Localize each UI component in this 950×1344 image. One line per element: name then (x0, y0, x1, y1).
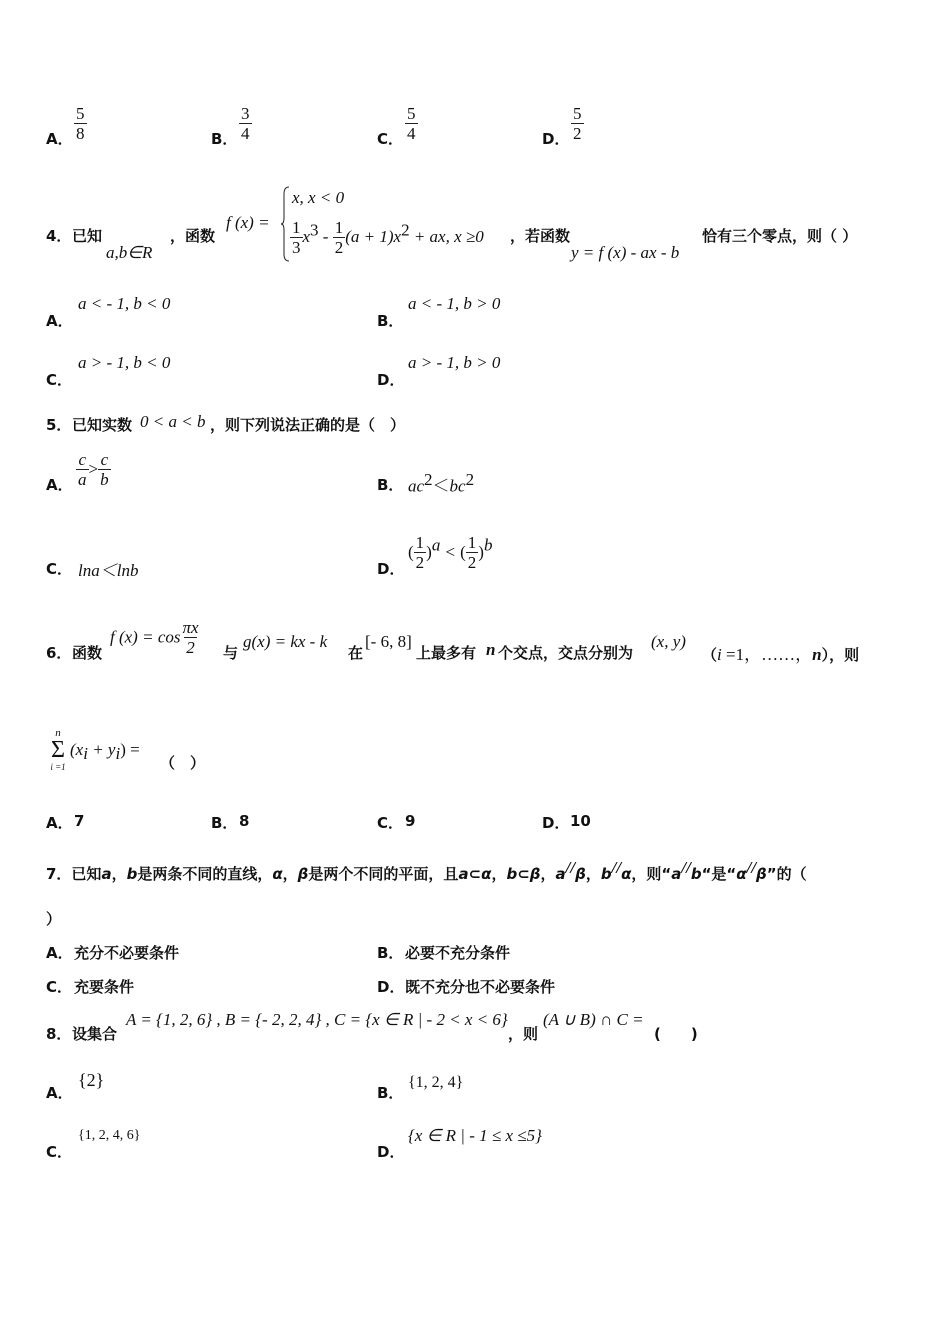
function-g: g(x) = kx - k (243, 632, 328, 651)
answer-paren: ( ) (654, 1025, 698, 1043)
question-text: 已知实数 (72, 416, 133, 434)
fraction: $\frac{5}{4}$ (407, 104, 416, 143)
option-label: D． (377, 978, 405, 996)
variable-n: n (486, 640, 496, 659)
option-a-expr: $\frac{c}{a}$ > $\frac{c}{b}$ (78, 450, 109, 489)
point: (x, y) (651, 632, 686, 651)
option-label: A． (46, 1084, 73, 1102)
interval: [- 6, 8] (365, 632, 412, 651)
option-label: C． (377, 814, 404, 832)
option-label: D． (377, 1143, 405, 1161)
option-label: B． (377, 312, 404, 330)
question-text: ，若函数 (510, 227, 571, 245)
option-label: C． (46, 371, 73, 389)
question-text: ） (46, 910, 62, 928)
fraction: $\frac{5}{8}$ (76, 104, 85, 143)
option-text: 9 (405, 812, 416, 830)
question-number: 6． (46, 644, 72, 662)
function-f: f (x) = cos $\frac{\pi x}{2}$ (110, 618, 199, 657)
option-text: {1, 2, 4} (408, 1074, 464, 1091)
option-label: D． (542, 130, 570, 148)
option-label: A． (46, 130, 73, 148)
question-number: 4． (46, 227, 72, 245)
brace-icon (280, 186, 290, 262)
question-text: 已知 (72, 227, 103, 245)
option-label: B． (377, 476, 404, 494)
question-text: 恰有三个零点，则（ ） (702, 227, 858, 245)
option-b-expr: $ac^2<bc^2$ (408, 470, 475, 496)
option-text: 必要不充分条件 (405, 944, 511, 962)
question-number: 5． (46, 416, 72, 434)
option-label: A． (46, 476, 73, 494)
option-label: B． (377, 944, 404, 962)
question-text: 7．已知a，b是两条不同的直线，α，β是两个不同的平面，且a⊂α，b⊂β，a//β，b//α，则“a//b“是“α//β”的（ (46, 858, 807, 883)
option-text: 充要条件 (74, 978, 135, 996)
index-range: （i =1，……，n），则 (702, 645, 860, 664)
function-label: f (x) = (226, 213, 270, 232)
option-label: A． (46, 312, 73, 330)
sets: A = {1, 2, 6} , B = {- 2, 2, 4} , C = {x ∈ R | - 2 < x < 6} (126, 1010, 508, 1029)
option-label: D． (377, 371, 405, 389)
question-text: 函数 (72, 644, 103, 662)
question-text: ，则 (508, 1025, 539, 1043)
fraction: $\frac{3}{4}$ (241, 104, 250, 143)
option-text: a < - 1, b < 0 (78, 294, 171, 313)
question-text: 设集合 (72, 1025, 118, 1043)
option-text: 既不充分也不必要条件 (405, 978, 556, 996)
question-text: ，则下列说法正确的是（ ） (210, 416, 406, 434)
option-text: 8 (239, 812, 250, 830)
option-label: A． (46, 944, 73, 962)
question-text: 上最多有 (416, 644, 477, 662)
option-label: C． (46, 560, 73, 578)
option-label: B． (211, 814, 238, 832)
option-text: {2} (78, 1070, 105, 1090)
fraction: $\frac{5}{2}$ (573, 104, 582, 143)
option-label: C． (377, 130, 404, 148)
option-label: D． (377, 560, 405, 578)
option-label: D． (542, 814, 570, 832)
option-text: 10 (570, 812, 591, 830)
case-2: $\frac{1}{3}$ $x^3$ - $\frac{1}{2}$ $(a + 1)x^2$ + ax, x ≥0 (292, 218, 484, 257)
option-text: {1, 2, 4, 6} (78, 1128, 141, 1143)
option-text: a < - 1, b > 0 (408, 294, 501, 313)
option-text: 7 (74, 812, 85, 830)
option-label: B． (211, 130, 238, 148)
question-text: 与 (223, 644, 239, 662)
sum-symbol: n Σ i =1 (50, 727, 66, 772)
option-text: a > - 1, b < 0 (78, 353, 171, 372)
option-text: a > - 1, b > 0 (408, 353, 501, 372)
question-text: 个交点，交点分别为 (498, 644, 634, 662)
question-number: 8． (46, 1025, 72, 1043)
sum-body: $(x_i + y_i)$ = (70, 740, 140, 764)
option-text: {x ∈ R | - 1 ≤ x ≤5} (408, 1126, 542, 1145)
condition: a,b∈R (106, 243, 153, 262)
option-d-expr: ( $\frac{1}{2}$ )$^a$ < ( $\frac{1}{2}$ )$^b$ (408, 533, 493, 572)
condition: 0 < a < b (140, 412, 206, 431)
option-text: 充分不必要条件 (74, 944, 180, 962)
option-label: A． (46, 814, 73, 832)
question-text: ，函数 (170, 227, 216, 245)
answer-paren: （ ） (160, 754, 206, 772)
option-text: lna＜lnb (78, 561, 139, 580)
option-label: C． (46, 1143, 73, 1161)
case-1: x, x < 0 (292, 188, 345, 207)
question-text: 在 (348, 644, 364, 662)
expression: (A ∪ B) ∩ C = (543, 1010, 644, 1029)
option-label: B． (377, 1084, 404, 1102)
function-g: y = f (x) - ax - b (571, 243, 680, 262)
option-label: C． (46, 978, 73, 996)
